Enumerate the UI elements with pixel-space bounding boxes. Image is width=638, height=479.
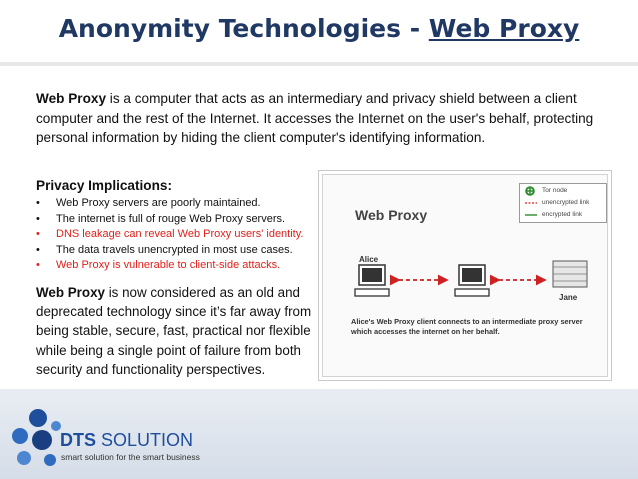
jane-label: Jane <box>559 293 578 302</box>
brand-name <box>60 430 193 451</box>
brand-rest: SOLUTION <box>96 430 194 450</box>
legend-label: encrypted link <box>542 211 583 218</box>
web-proxy-diagram <box>318 170 612 381</box>
privacy-list <box>36 196 326 274</box>
connection-arrows <box>323 175 607 315</box>
title-link[interactable]: Web Proxy <box>428 14 580 43</box>
slide-title <box>0 14 638 43</box>
legend-label: Tor node <box>542 187 568 194</box>
outro-text: is now considered as an old and deprecated technology since it’s far away from being stable, secure, fast, practical nor flexible while being a single point of failure from both security and functionality perspectives. <box>36 285 312 377</box>
privacy-item: • The internet is full of rouge Web Proxy servers. <box>36 212 326 228</box>
privacy-item: • Web Proxy servers are poorly maintained. <box>36 196 326 212</box>
diagram-panel <box>322 174 608 377</box>
intro-term: Web Proxy <box>36 91 107 106</box>
title-divider <box>0 62 638 66</box>
title-prefix: Anonymity Technologies - <box>58 14 429 43</box>
privacy-item: • The data travels unencrypted in most use cases. <box>36 243 326 259</box>
legend-label: unencrypted link <box>542 199 590 206</box>
outro-term: Web Proxy <box>36 285 105 300</box>
intro-text: is a computer that acts as an intermediary and privacy shield between a client computer and the rest of the Internet. It accesses the Internet on the user's behalf, protecting personal information by hiding the client computer's identifying information. <box>36 91 594 145</box>
privacy-heading: Privacy Implications: <box>36 178 172 193</box>
title-bar <box>0 0 638 62</box>
brand-bold: DTS <box>60 430 96 450</box>
outro-paragraph <box>36 283 326 379</box>
privacy-item: • DNS leakage can reveal Web Proxy users' identity. <box>36 227 326 243</box>
dts-logo-icon <box>8 406 66 472</box>
brand-tagline: smart solution for the smart business <box>61 452 200 462</box>
diagram-caption: Alice's Web Proxy client connects to an intermediate proxy server which accesses the internet on her behalf. <box>351 317 583 336</box>
intro-paragraph <box>36 89 606 148</box>
privacy-item: • Web Proxy is vulnerable to client-side attacks. <box>36 258 326 274</box>
diagram-title: Web Proxy <box>355 207 428 223</box>
alice-label: Alice <box>359 255 379 264</box>
privacy-section <box>36 178 326 274</box>
